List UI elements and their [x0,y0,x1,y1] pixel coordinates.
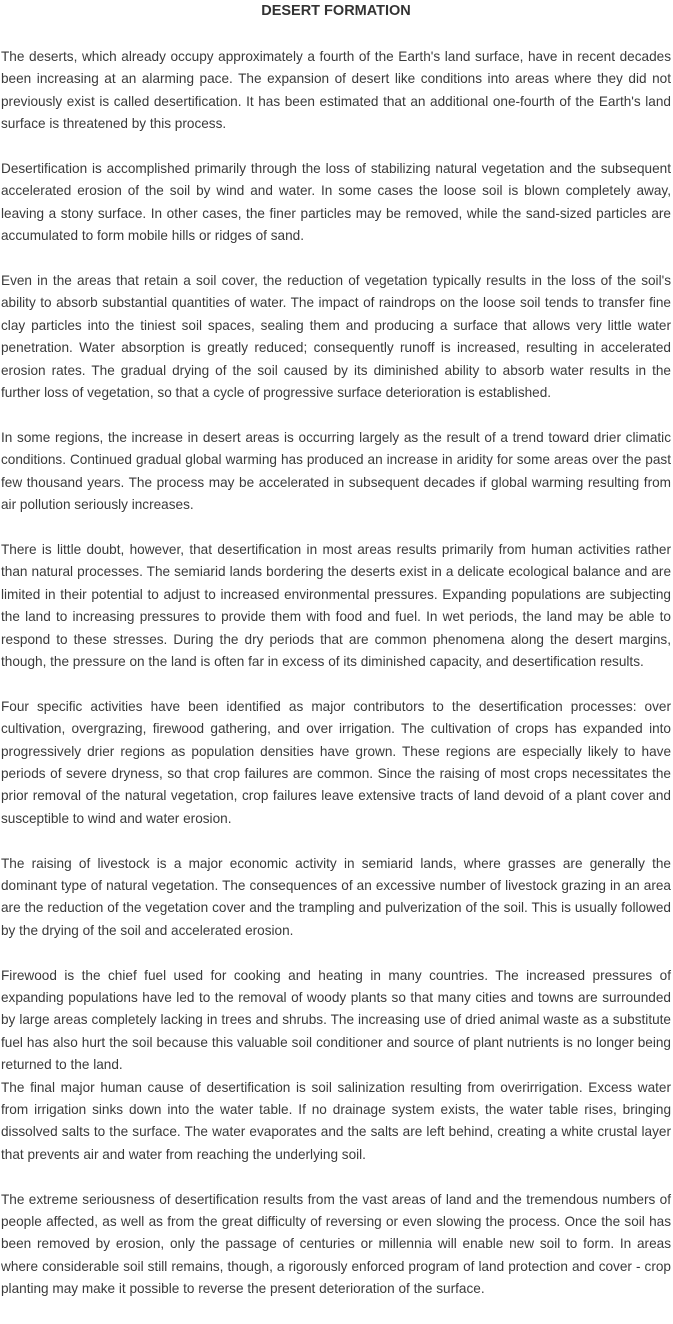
paragraph-spacer [1,1166,671,1188]
paragraph-5: There is little doubt, however, that desertification in most areas results primarily from human activities rather than natural processes. The semiarid lands bordering the deserts exist in a delicate ecological balance and are limited in their potential to adjust to increased environmental pressures. Expanding populations are subjecting the land to increasing pressures to provide them with food and fuel. In wet periods, the land may be able to respond to these stresses. During the dry periods that are common phenomena along the desert margins, though, the pressure on the land is often far in excess of its diminished capacity, and desertification results. [1,541,671,669]
paragraph-spacer [1,673,671,695]
paragraph-2: Desertification is accomplished primarily through the loss of stabilizing natural vegetation and the subsequent accelerated erosion of the soil by wind and water. In some cases the loose soil is blown completely away, leaving a stony surface. In other cases, the finer particles may be removed, while the sand-sized particles are accumulated to form mobile hills or ridges of sand. [1,161,671,244]
paragraph-spacer [1,136,671,158]
paragraph-spacer [1,404,671,426]
paragraph-spacer [1,248,671,270]
paragraph-8: Firewood is the chief fuel used for cooking and heating in many countries. The increased pressures of expanding populations have led to the removal of woody plants so that many cities and towns are surrounded by large areas completely lacking in trees and shrubs. The increasing use of dried animal waste as a substitute fuel has also hurt the soil because this valuable soil conditioner and source of plant nutrients is no longer being returned to the land. [1,967,671,1073]
paragraph-spacer [1,942,671,964]
paragraph-1: The deserts, which already occupy approximately a fourth of the Earth's land surface, have in recent decades been increasing at an alarming pace. The expansion of desert like conditions into areas where they did not previously exist is called desertification. It has been estimated that an additional one-fourth of the Earth's land surface is threatened by this process. [1,49,671,132]
paragraph-spacer [1,516,671,538]
paragraph-6: Four specific activities have been identified as major contributors to the desertification processes: over cultivation, overgrazing, firewood gathering, and over irrigation. The cultivation of crops has expanded into progressively drier regions as population densities have grown. These regions are especially likely to have periods of severe dryness, so that crop failures are common. Since the raising of most crops necessitates the prior removal of the natural vegetation, crop failures leave extensive tracts of land devoid of a plant cover and susceptible to wind and water erosion. [1,698,671,826]
paragraph-9: The final major human cause of desertification is soil salinization resulting from overirrigation. Excess water from irrigation sinks down into the water table. If no drainage system exists, the water table rises, bringing dissolved salts to the surface. The water evaporates and the salts are left behind, creating a white crustal layer that prevents air and water from reaching the underlying soil. [1,1079,671,1162]
paragraph-7: The raising of livestock is a major economic activity in semiarid lands, where grasses are generally the dominant type of natural vegetation. The consequences of an excessive number of livestock grazing in an area are the reduction of the vegetation cover and the trampling and pulverization of the soil. This is usually followed by the drying of the soil and accelerated erosion. [1,855,671,938]
paragraph-4: In some regions, the increase in desert areas is occurring largely as the result of a trend toward drier climatic conditions. Continued gradual global warming has produced an increase in aridity for some areas over the past few thousand years. The process may be accelerated in subsequent decades if global warming resulting from air pollution seriously increases. [1,429,671,513]
paragraph-3: Even in the areas that retain a soil cover, the reduction of vegetation typically results in the loss of the soil's ability to absorb substantial quantities of water. The impact of raindrops on the loose soil tends to transfer fine clay particles into the tiniest soil spaces, sealing them and producing a surface that allows very little water penetration. Water absorption is greatly reduced; consequently runoff is increased, resulting in accelerated erosion rates. The gradual drying of the soil caused by its diminished ability to absorb water results in the further loss of vegetation, so that a cycle of progressive surface deterioration is established. [1,273,671,401]
document-title: DESERT FORMATION [261,3,411,19]
paragraph-10: The extreme seriousness of desertification results from the vast areas of land and the tremendous numbers of people affected, as well as from the great difficulty of reversing or even slowing the process. Once the soil has been removed by erosion, only the passage of centuries or millennia will enable new soil to form. In areas where considerable soil still remains, though, a rigorously enforced program of land protection and cover - crop planting may make it possible to reverse the present deterioration of the surface. [1,1191,671,1297]
paragraph-spacer [1,830,671,852]
